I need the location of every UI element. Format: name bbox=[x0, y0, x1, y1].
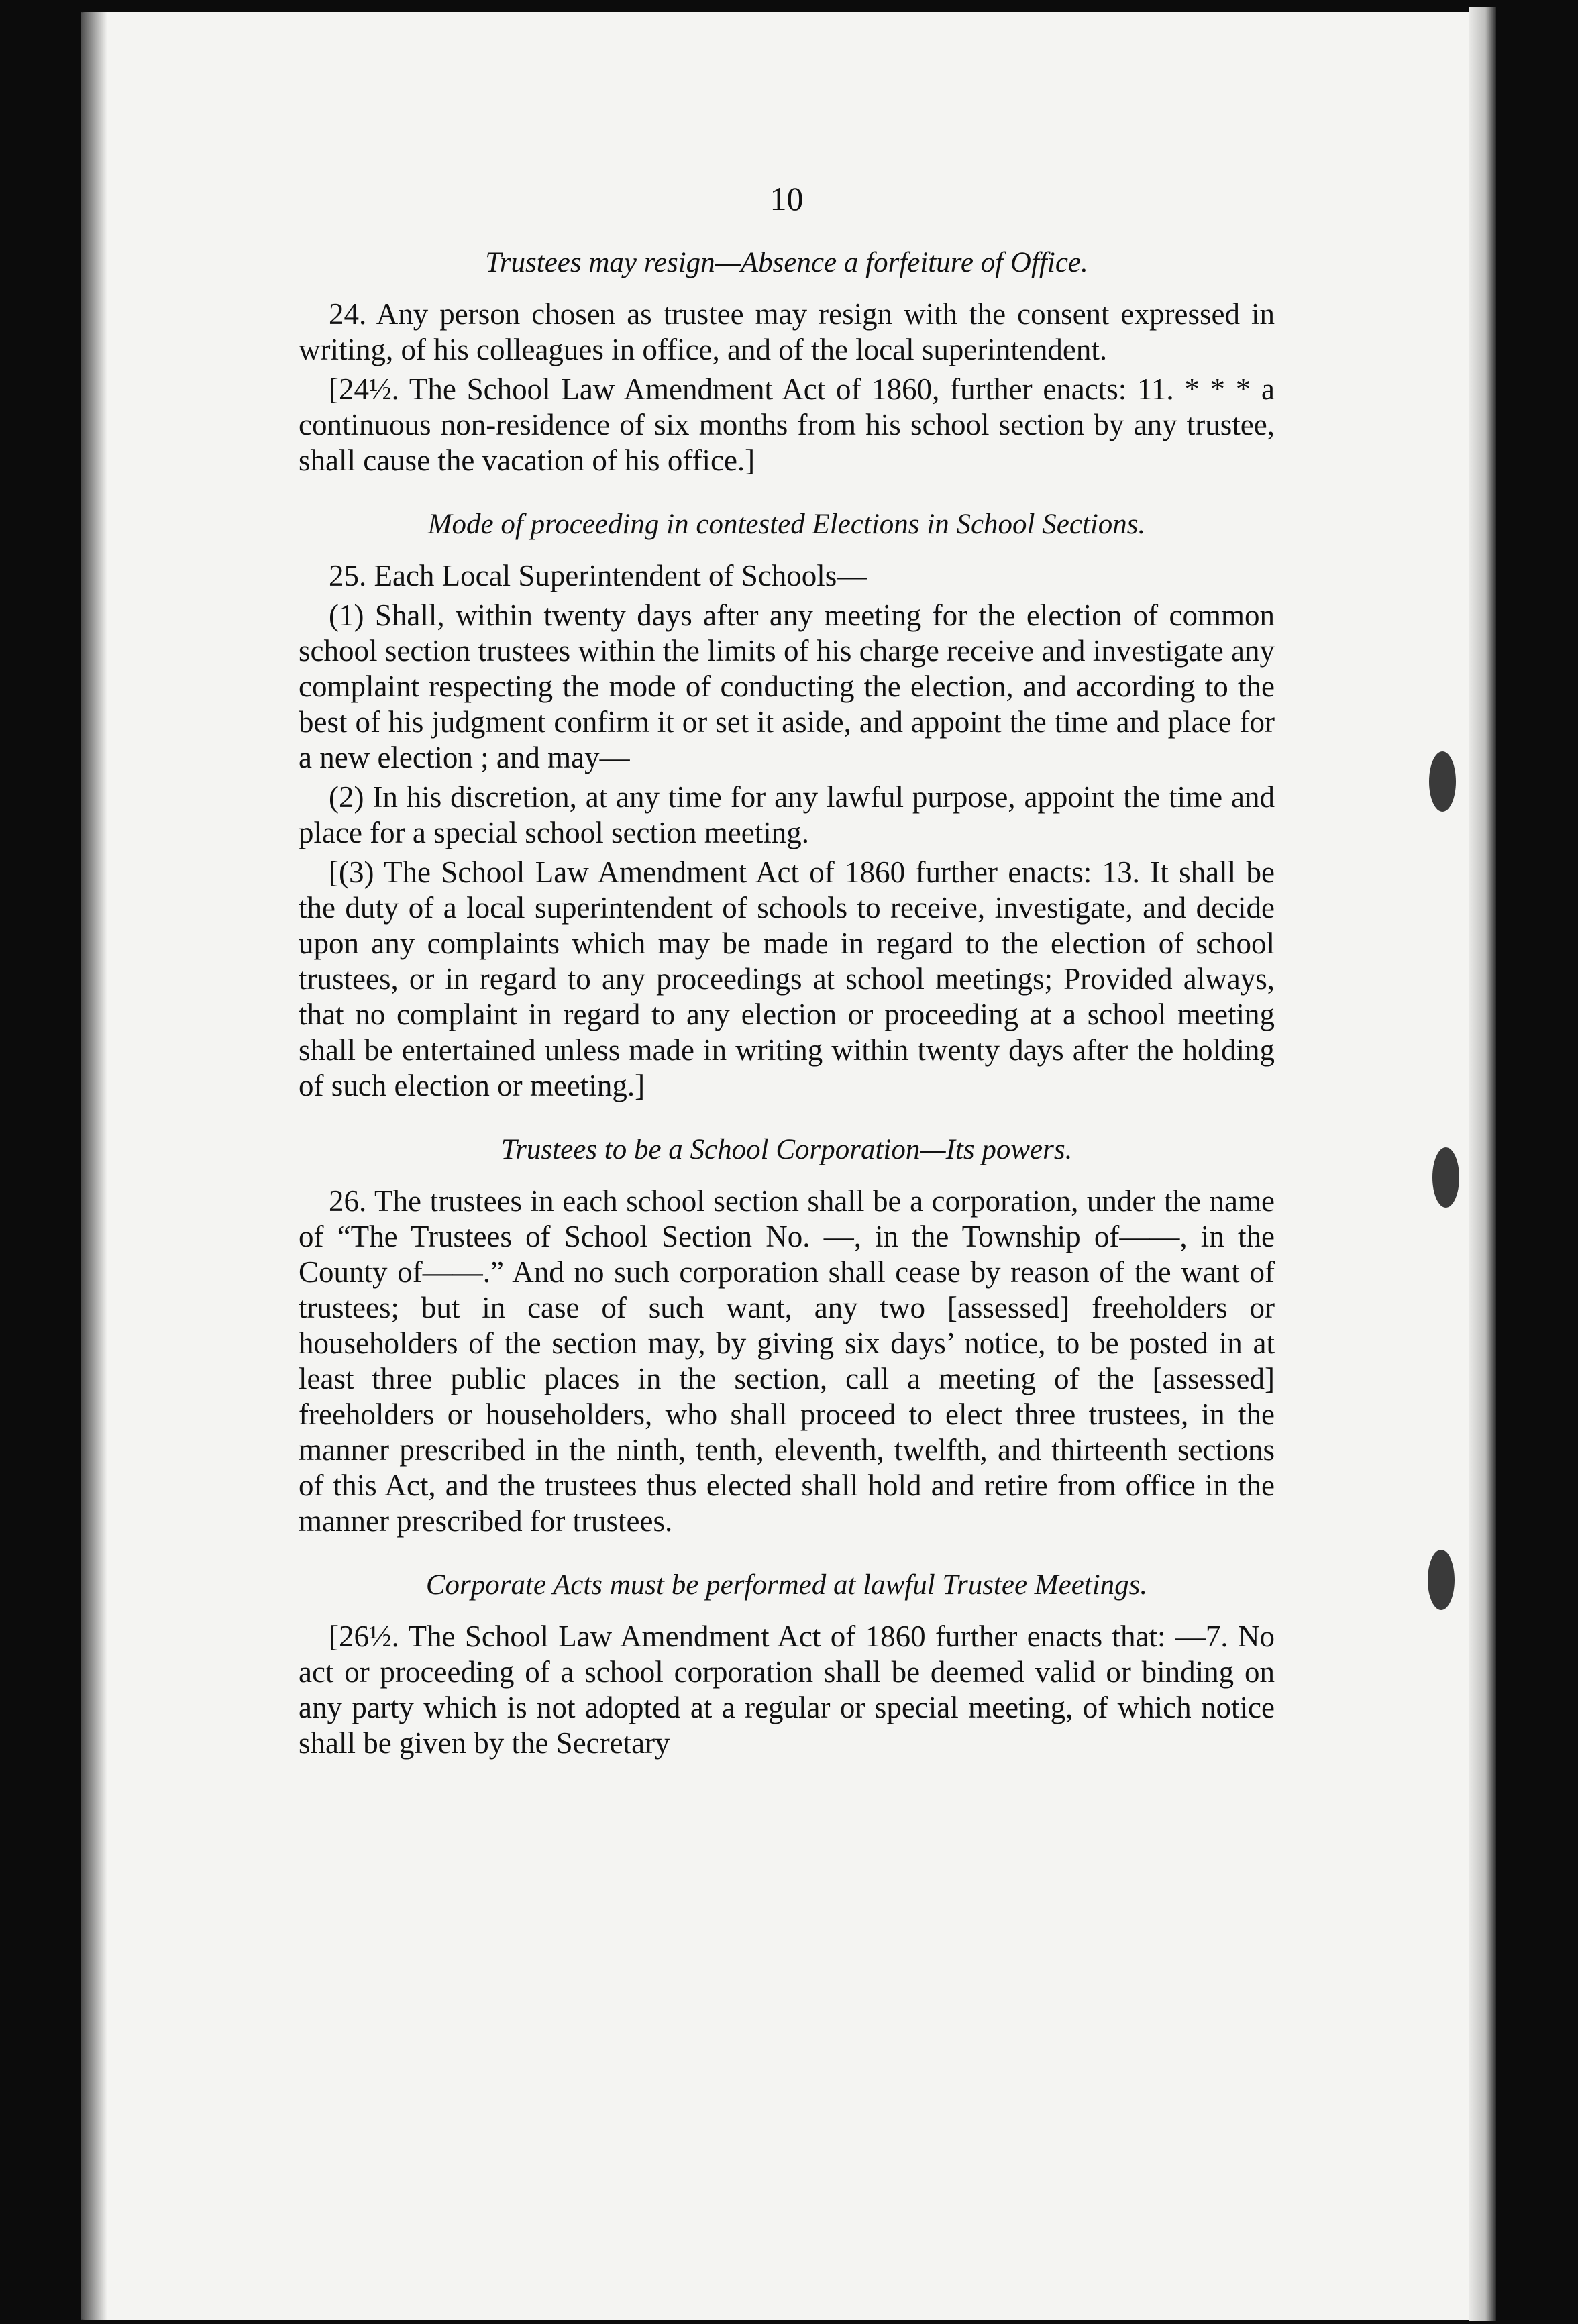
binding-hole bbox=[1428, 1550, 1455, 1610]
section-heading: Corporate Acts must be performed at lawful Trustee Meetings. bbox=[425, 1569, 1148, 1601]
binding-shadow bbox=[81, 12, 107, 2320]
page-content bbox=[299, 181, 1275, 1765]
section-heading: Trustees may resign—Absence a forfeiture of Office. bbox=[485, 247, 1088, 278]
binding-hole bbox=[1429, 751, 1456, 812]
page-edge bbox=[1469, 7, 1496, 2321]
section-paragraph: [(3) The School Law Amendment Act of 1860 further enacts: 13. It shall be the duty of a local superintendent of schools to receive, investigate, and decide upon any complaints which may be made in regard to the election of school trustees, or in regard to any proceedings at school meetings; Provided always, that no complaint in regard to any election or proceeding at a school meeting shall be entertained unless made in writing within twenty days after the holding of such election or meeting.] bbox=[299, 855, 1275, 1102]
section-paragraph: [24½. The School Law Amendment Act of 1860, further enacts: 11. * * * a continuous non-residence of six months from his school section by any trustee, shall cause the vacation of his office.] bbox=[299, 372, 1275, 477]
section-paragraph: [26½. The School Law Amendment Act of 1860 further enacts that: —7. No act or proceeding of a school corporation shall be deemed valid or binding on any party which is not adopted at a regular or special meeting, of which notice shall be given by the Secretary bbox=[299, 1620, 1275, 1760]
page-number: 10 bbox=[770, 180, 804, 217]
section-paragraph: (1) Shall, within twenty days after any meeting for the election of common school section trustees within the limits of his charge receive and investigate any complaint respecting the mode of conducting the election, and according to the best of his judgment confirm it or set it aside, and appoint the time and place for a new election ; and may— bbox=[299, 598, 1275, 774]
section-heading: Trustees to be a School Corporation—Its powers. bbox=[501, 1134, 1073, 1165]
section-paragraph: (2) In his discretion, at any time for any lawful purpose, appoint the time and place for a special school section meeting. bbox=[299, 780, 1275, 849]
section-paragraph: 25. Each Local Superintendent of Schools— bbox=[329, 559, 867, 592]
section-heading: Mode of proceeding in contested Elections in School Sections. bbox=[427, 509, 1146, 540]
section-paragraph: 26. The trustees in each school section shall be a corporation, under the name of “The Trustees of School Section No. —, in the Township of——, in the County of——.” And no such corporation shall cease by reason of the want of trustees; but in case of such want, any two [assessed] freeholders or householders of the section may, by giving six days’ notice, to be posted in at least three public places in the section, call a meeting of the [assessed] freeholders or householders, who shall proceed to elect three trustees, in the manner prescribed in the ninth, tenth, eleventh, twelfth, and thirteenth sections of this Act, and the trustees thus elected shall hold and retire from office in the manner prescribed for trustees. bbox=[299, 1184, 1275, 1538]
binding-hole bbox=[1432, 1147, 1459, 1208]
section-paragraph: 24. Any person chosen as trustee may resign with the consent expressed in writing, of his colleagues in office, and of the local superintendent. bbox=[299, 297, 1275, 366]
